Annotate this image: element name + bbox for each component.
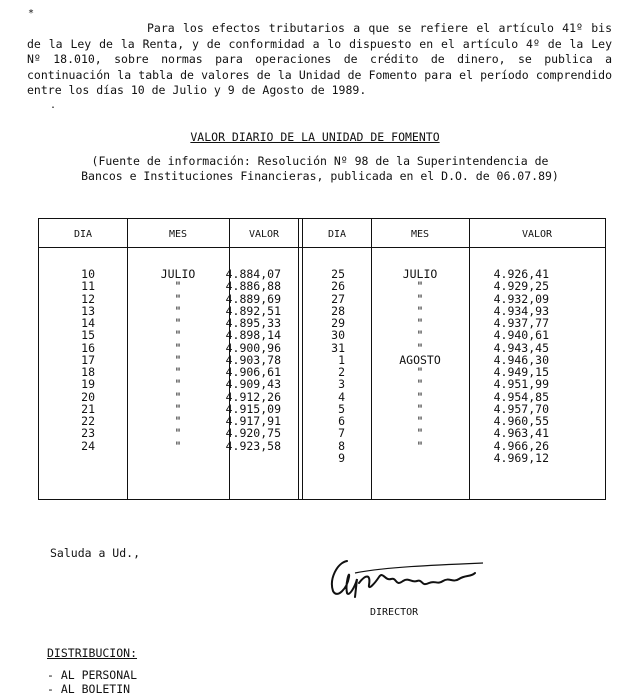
source-line-2: Bancos e Instituciones Financieras, publicada en el D.O. de 06.07.89) [81,168,559,183]
table-cell-dia: 6 [338,414,345,428]
table-cell-dia: 21 [81,401,95,416]
table-cell-dia: 16 [81,340,95,355]
header-valor-right: VALOR [521,229,553,240]
table-cell-mes: JULIO [402,267,438,281]
table-cell-dia: 1 [338,352,345,367]
table-cell-dia: 23 [81,426,95,441]
table-cell-valor: 4.957,70 [493,401,549,416]
table-cell-valor: 4.966,26 [493,438,549,453]
right-valor-column [469,268,549,464]
table-cell-dia: 22 [81,414,95,428]
table-cell-mes: " [174,291,182,306]
intro-paragraph: Para los efectos tributarios a que se refiere el artículo 41º bis de la Ley de la Renta, y de conformidad a lo dispuesto en el artículo 4º de la Ley Nº 18.010, sobre normas para operaciones de crédito de dinero, se publica a continuación la tabla de valores de la Unidad de Fomento para el período comprendido entre los días 10 de Julio y 9 de Agosto de 1989. [27,21,612,97]
table-cell-mes: " [174,279,182,294]
page-mark: . [50,100,57,111]
table-cell-mes: " [174,377,182,392]
table-cell-mes: " [174,426,182,441]
table-cell-valor: 4.949,15 [493,365,549,379]
table-cell-dia: 30 [331,328,345,343]
right-mes-column [371,268,469,464]
table-cell-dia: 26 [331,279,345,294]
table-cell-dia: 12 [81,291,95,306]
page-mark: * [28,8,35,19]
table-cell-dia: 31 [331,340,345,355]
table-cell-dia: 25 [331,267,345,281]
table-cell-dia: 15 [81,328,95,343]
header-mes-left: MES [168,229,188,240]
table-cell-mes: " [174,316,182,330]
table-cell-mes: " [416,316,424,330]
table-cell-valor: 4.889,69 [225,291,281,306]
table-cell-dia: 10 [81,267,95,281]
table-cell-valor: 4.923,58 [225,438,281,453]
table-cell-valor: 4.943,45 [493,340,549,355]
header-valor-left: VALOR [248,229,280,240]
table-cell-mes: " [416,303,424,318]
table-cell-dia: 14 [81,316,95,330]
table-cell-valor: 4.932,09 [493,291,549,306]
distribution-item: - AL BOLETIN [47,682,131,696]
table-cell-valor: 4.900,96 [225,340,281,355]
table-cell-mes: AGOSTO [399,352,441,367]
table-cell-mes: " [174,401,182,416]
director-signature [325,553,490,603]
table-cell-valor: 4.895,33 [225,316,281,330]
table-cell-mes: " [416,279,424,294]
table-cell-dia: 29 [331,316,345,330]
table-cell-mes: " [416,401,424,416]
table-cell-dia: 24 [81,438,95,453]
header-divider [39,247,605,248]
source-note [60,154,580,183]
table-cell-mes: " [416,414,424,428]
table-cell-mes: " [174,328,182,343]
table-cell-mes: " [416,328,424,343]
table-cell-valor: 4.951,99 [493,377,549,392]
table-cell-mes: " [174,303,182,318]
table-cell-valor: 4.917,91 [225,414,281,428]
table-cell-valor: 4.915,09 [225,401,281,416]
table-cell-valor: 4.909,43 [225,377,281,392]
table-cell-dia: 18 [81,365,95,379]
source-line-1: (Fuente de información: Resolución Nº 98 de la Superintendencia de [91,154,549,168]
table-cell-valor: 4.912,26 [225,389,281,404]
header-dia-left: DIA [73,229,93,240]
table-cell-mes [371,452,469,464]
table-cell-dia: 5 [338,401,345,416]
table-cell-dia: 2 [338,365,345,379]
left-dia-column [59,268,95,452]
table-cell-dia: 9 [338,450,345,465]
table-cell-mes: " [416,291,424,306]
left-valor-column [201,268,281,452]
table-cell-mes: " [416,377,424,392]
table-cell-valor: 4.892,51 [225,303,281,318]
table-cell-valor: 4.969,12 [493,450,549,465]
table-cell-dia: 17 [81,352,95,367]
table-cell-dia: 13 [81,303,95,318]
table-cell-dia: 7 [338,426,345,441]
table-cell-valor: 4.934,93 [493,303,549,318]
table-cell-valor: 4.903,78 [225,352,281,367]
table-cell-valor: 4.960,55 [493,414,549,428]
table-cell-valor: 4.937,77 [493,316,549,330]
table-cell-mes: " [416,389,424,404]
table-cell-valor: 4.886,88 [225,279,281,294]
table-title: VALOR DIARIO DE LA UNIDAD DE FOMENTO [190,130,440,144]
table-cell-dia: 3 [338,377,345,392]
table-cell-dia: 27 [331,291,345,306]
table-cell-valor: 4.929,25 [493,279,549,294]
table-cell-dia: 4 [338,389,345,404]
table-cell-dia: 19 [81,377,95,392]
table-cell-mes: " [174,352,182,367]
table-cell-mes: " [416,426,424,441]
header-mes-right: MES [410,229,430,240]
table-cell-mes: JULIO [160,267,196,281]
table-cell-valor: 4.963,41 [493,426,549,441]
table-cell-mes: " [416,340,424,355]
table-cell-dia: 8 [338,438,345,453]
table-cell-valor: 4.954,85 [493,389,549,404]
distribution-item: - AL PERSONAL [47,668,138,682]
table-cell-valor: 4.946,30 [493,352,549,367]
table-cell-valor: 4.926,41 [493,267,549,281]
table-cell-valor: 4.906,61 [225,365,281,379]
table-cell-dia: 28 [331,303,345,318]
table-cell-mes: " [416,438,424,453]
table-cell-mes: " [174,340,182,355]
table-cell-valor: 4.884,07 [225,267,281,281]
table-cell-mes: " [174,365,182,379]
table-cell-valor: 4.898,14 [225,328,281,343]
table-cell-valor: 4.940,61 [493,328,549,343]
table-cell-dia: 20 [81,389,95,404]
closing-greeting: Saluda a Ud., [50,546,141,560]
table-cell-dia: 11 [81,279,95,294]
table-cell-mes: " [174,414,182,428]
table-cell-valor: 4.920,75 [225,426,281,441]
right-dia-column [303,268,345,464]
distribution-heading: DISTRIBUCION: [47,646,138,660]
table-cell-mes: " [416,365,424,379]
table-cell-mes: " [174,389,182,404]
uf-values-table [38,218,606,500]
table-cell-mes: " [174,438,182,453]
signature-title: DIRECTOR [370,607,419,618]
header-dia-right: DIA [327,229,347,240]
